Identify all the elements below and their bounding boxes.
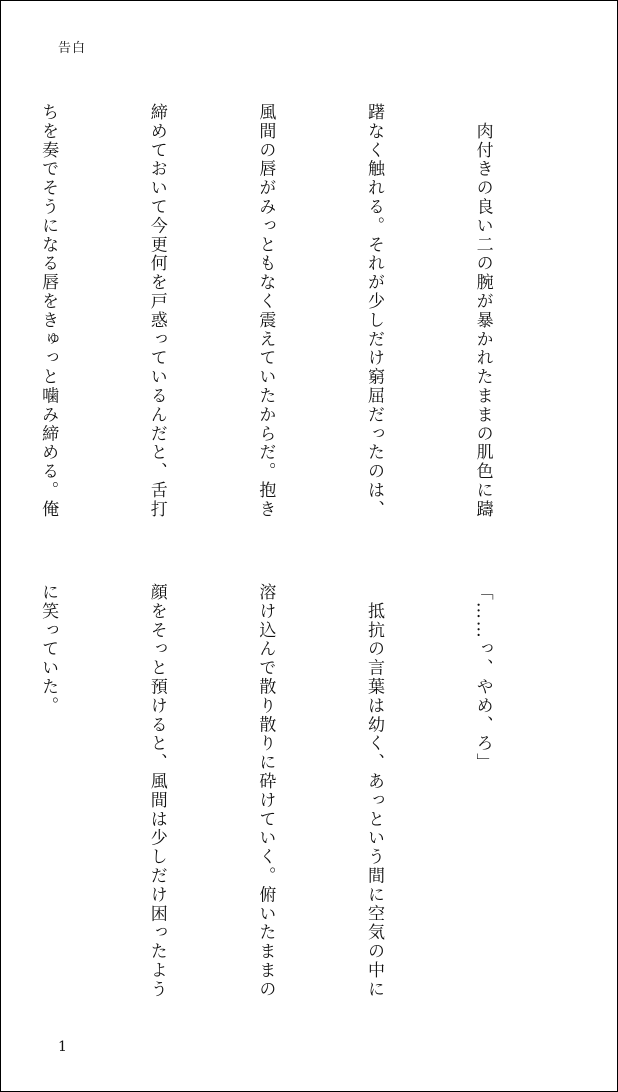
text-column: 抵抗の言葉は幼く、あっという間に空気の中に: [363, 583, 384, 999]
text-block-top: [0, 103, 573, 563]
text-column: 風間の唇がみっともなく震えていたからだ。抱き: [255, 103, 276, 519]
text-column: 肉付きの良い二の腕が暴かれたままの肌色に躊: [472, 103, 493, 519]
page-number: 1: [58, 1039, 67, 1055]
text-column: 溶け込んで散り散りに砕けていく。俯いたままの: [255, 583, 276, 999]
text-column: 締めておいて今更何を戸惑っているんだと、舌打: [146, 103, 167, 519]
text-column: 顔をそっと預けると、風間は少しだけ困ったよう: [146, 583, 167, 999]
text-column: 「……っ、やめ、ろ」: [472, 583, 493, 772]
text-column: ちを奏でそうになる唇をきゅっと噛み締める。俺: [38, 103, 59, 519]
text-column: に笑っていた。: [38, 583, 59, 716]
text-column: 躇なく触れる。それが少しだけ窮屈だったのは、: [363, 103, 384, 519]
text-block-bottom: [0, 583, 573, 1053]
page-header-title: 告白: [58, 41, 87, 56]
